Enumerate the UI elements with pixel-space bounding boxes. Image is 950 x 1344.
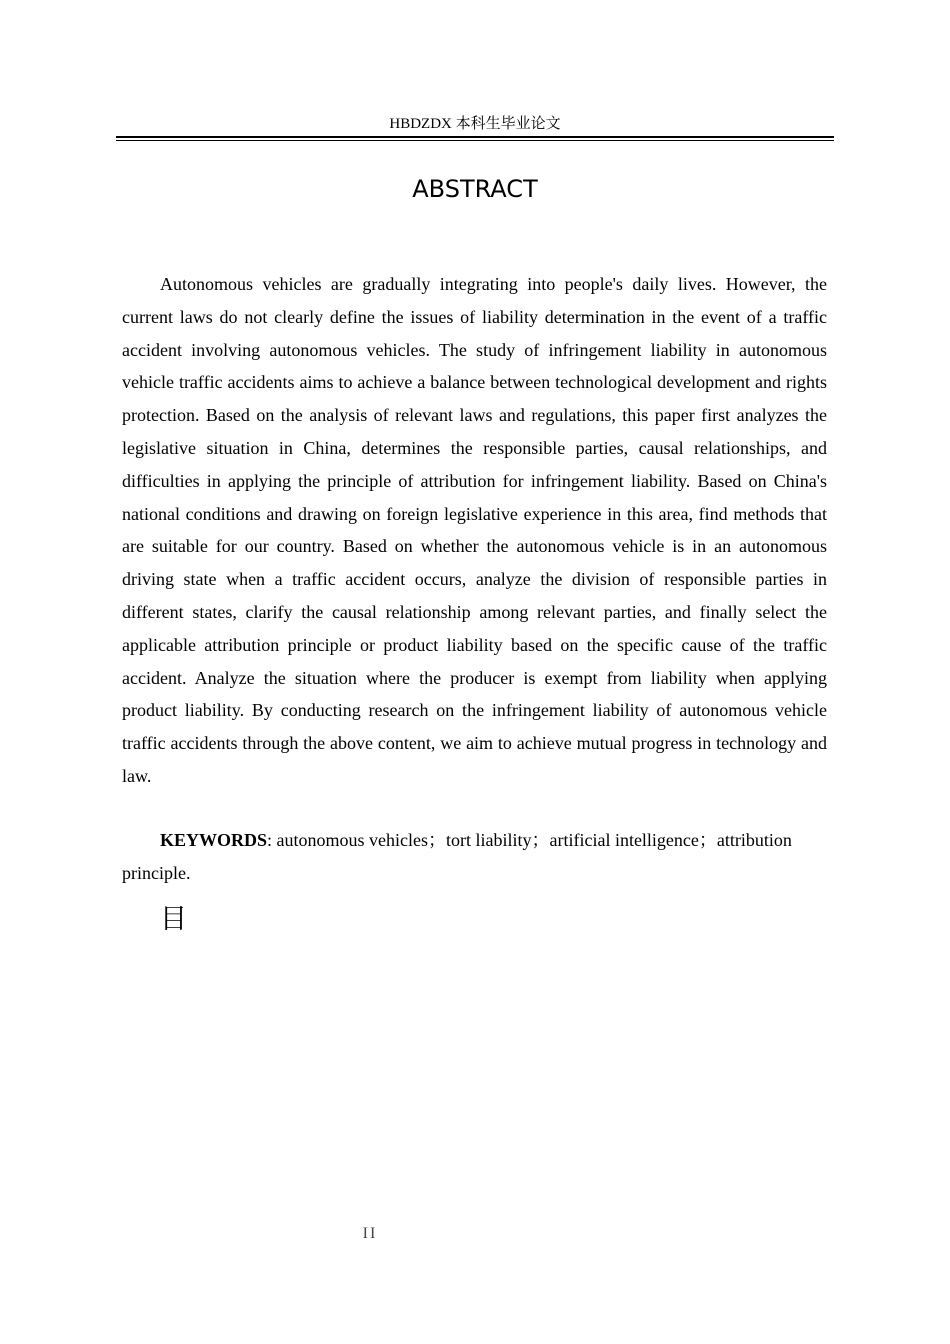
keywords-label: KEYWORDS bbox=[160, 830, 268, 850]
running-header: HBDZDX 本科生毕业论文 bbox=[389, 116, 561, 132]
toc-heading: 目 bbox=[160, 904, 187, 935]
keywords-text: : autonomous vehicles；tort liability；artificial intelligence；attribution principle. bbox=[122, 830, 792, 883]
header-rule bbox=[116, 136, 834, 141]
keywords-paragraph bbox=[122, 824, 827, 890]
abstract-body: Autonomous vehicles are gradually integrating into people's daily lives. However, the current laws do not clearly define the issues of liability determination in the event of a traffic accident involving autonomous vehicles. The study of infringement liability in autonomous vehicle traffic accidents aims to achieve a balance between technological development and rights protection. Based on the analysis of relevant laws and regulations, this paper first analyzes the legislative situation in China, determines the responsible parties, causal relationships, and difficulties in applying the principle of attribution for infringement liability. Based on China's national conditions and drawing on foreign legislative experience in this area, find methods that are suitable for our country. Based on whether the autonomous vehicle is in an autonomous driving state when a traffic accident occurs, analyze the division of responsible parties in different states, clarify the causal relationship among relevant parties, and finally select the applicable attribution principle or product liability based on the specific cause of the traffic accident. Analyze the situation where the producer is exempt from liability when applying product liability. By conducting research on the infringement liability of autonomous vehicle traffic accidents through the above content, we aim to achieve mutual progress in technology and law. bbox=[122, 274, 827, 786]
abstract-title: ABSTRACT bbox=[412, 175, 538, 203]
page-number: II bbox=[362, 1225, 378, 1242]
